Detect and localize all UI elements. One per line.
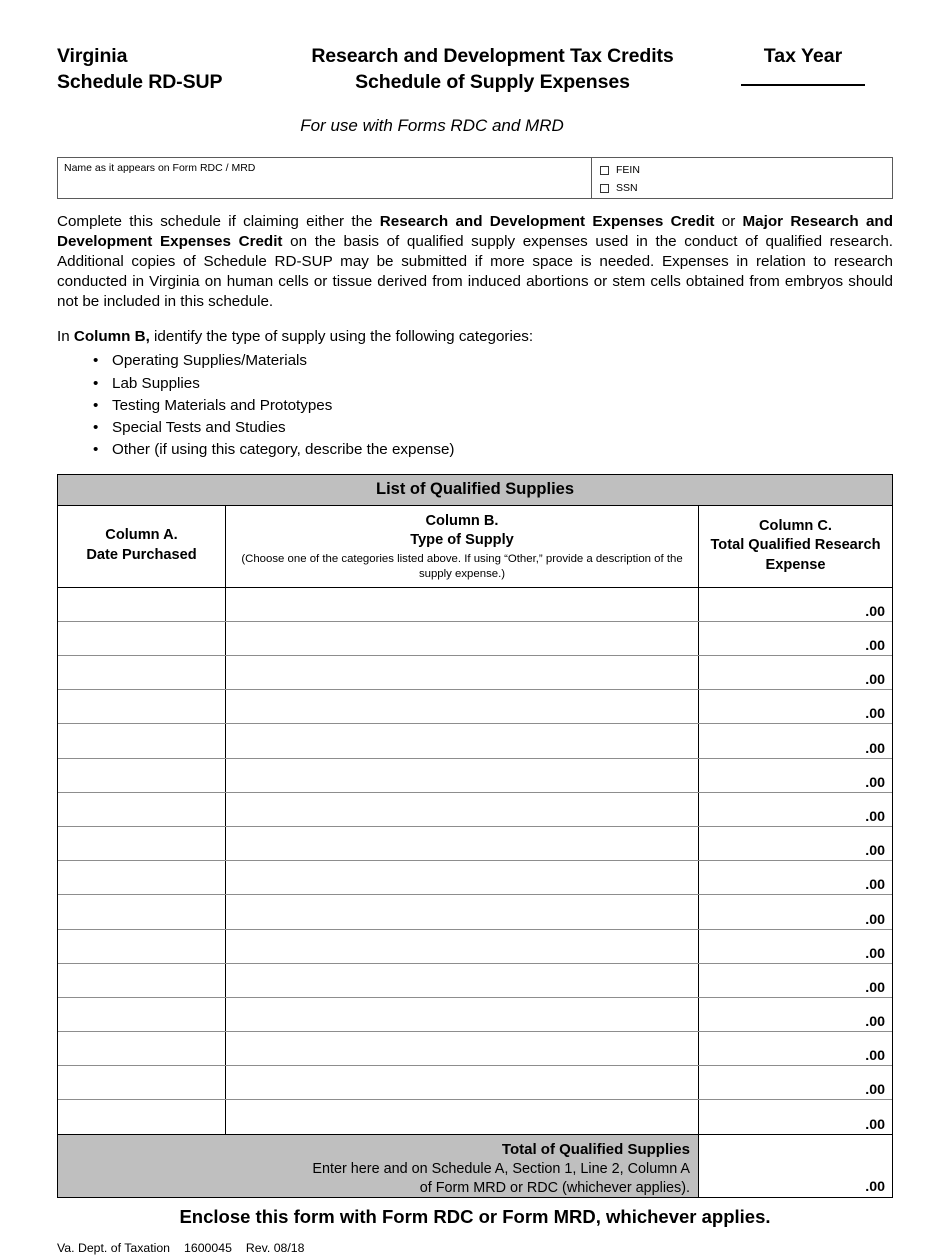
cents-suffix: .00 xyxy=(865,774,885,791)
total-label-line1: Total of Qualified Supplies xyxy=(501,1140,690,1158)
cents-suffix: .00 xyxy=(865,1082,885,1099)
table-row xyxy=(58,759,892,793)
expense-amount-input[interactable] xyxy=(699,1032,892,1065)
expense-amount-input[interactable] xyxy=(699,895,892,928)
expense-amount-input[interactable] xyxy=(699,998,892,1031)
column-a-header xyxy=(58,506,226,587)
bullet-icon: • xyxy=(93,418,99,436)
tax-year-input-line[interactable] xyxy=(741,84,865,86)
table-row xyxy=(58,690,892,724)
table-row xyxy=(58,895,892,929)
total-value-cell[interactable] xyxy=(699,1135,892,1197)
supply-category-label: Other (if using this category, describe the expense) xyxy=(112,440,455,458)
type-of-supply-input[interactable] xyxy=(226,861,699,894)
expense-amount-input[interactable] xyxy=(699,622,892,655)
table-body xyxy=(58,588,892,1134)
expense-amount-input[interactable] xyxy=(699,690,892,723)
fein-checkbox[interactable] xyxy=(600,166,609,175)
expense-amount-input[interactable] xyxy=(699,724,892,757)
column-b-instr-text-1: In xyxy=(57,327,74,345)
table-row xyxy=(58,1100,892,1133)
fein-option[interactable] xyxy=(600,161,892,179)
column-b-instruction xyxy=(57,327,893,347)
tax-year-label: Tax Year xyxy=(763,45,843,67)
instructions-paragraph xyxy=(57,212,893,312)
instr-text-3: on the basis of qualified supply expenses used in the conduct of qualified research. Additional copies of Schedule RD-SUP may be submitted if more space is needed. Expenses in relation to research conducted in Virginia on human cells or tissue derived from induced abortions or stem cells obtained from embryos should not be included in this schedule. xyxy=(57,232,893,310)
form-subtitle: For use with Forms RDC and MRD xyxy=(300,116,564,135)
instr-bold-1: Research and Development Expenses Credit xyxy=(379,213,715,230)
table-column-headers xyxy=(58,506,892,588)
type-of-supply-input[interactable] xyxy=(226,622,699,655)
type-of-supply-input[interactable] xyxy=(226,1032,699,1065)
table-row xyxy=(58,861,892,895)
cents-suffix: .00 xyxy=(865,979,885,996)
total-cents-suffix: .00 xyxy=(865,1178,885,1195)
name-field[interactable] xyxy=(58,158,591,198)
type-of-supply-input[interactable] xyxy=(226,656,699,689)
form-footer xyxy=(57,1241,893,1255)
table-row xyxy=(58,964,892,998)
expense-amount-input[interactable] xyxy=(699,827,892,860)
table-row xyxy=(58,998,892,1032)
type-of-supply-input[interactable] xyxy=(226,759,699,792)
expense-amount-input[interactable] xyxy=(699,793,892,826)
date-purchased-input[interactable] xyxy=(58,1100,226,1133)
total-row xyxy=(58,1134,892,1197)
cents-suffix: .00 xyxy=(865,603,885,620)
cents-suffix: .00 xyxy=(865,808,885,825)
table-row xyxy=(58,656,892,690)
page-title-line1: Research and Development Tax Credits xyxy=(311,45,674,67)
date-purchased-input[interactable] xyxy=(58,588,226,621)
ssn-checkbox[interactable] xyxy=(600,184,609,193)
instr-text-1: Complete this schedule if claiming either the xyxy=(57,213,380,230)
type-of-supply-input[interactable] xyxy=(226,588,699,621)
instr-text-2: or xyxy=(714,213,743,230)
total-label-line2: Enter here and on Schedule A, Section 1, Line 2, Column A xyxy=(312,1160,690,1177)
supply-category-item xyxy=(57,439,893,461)
agency-name: Virginia xyxy=(57,45,128,67)
date-purchased-input[interactable] xyxy=(58,827,226,860)
table-row xyxy=(58,930,892,964)
supply-category-label: Lab Supplies xyxy=(112,374,200,392)
type-of-supply-input[interactable] xyxy=(226,1066,699,1099)
table-title: List of Qualified Supplies xyxy=(58,475,892,506)
expense-amount-input[interactable] xyxy=(699,861,892,894)
column-b-instr-bold: Column B, xyxy=(73,327,150,345)
footer-form-number: 1600045 xyxy=(184,1240,232,1255)
expense-amount-input[interactable] xyxy=(699,588,892,621)
supply-category-item xyxy=(57,417,893,439)
table-row xyxy=(58,1032,892,1066)
name-identification-box xyxy=(57,157,893,199)
expense-amount-input[interactable] xyxy=(699,930,892,963)
type-of-supply-input[interactable] xyxy=(226,793,699,826)
ssn-label: SSN xyxy=(616,182,638,194)
cents-suffix: .00 xyxy=(865,911,885,928)
column-c-subtitle: Total Qualified Research xyxy=(710,537,881,554)
date-purchased-input[interactable] xyxy=(58,622,226,655)
supply-category-label: Operating Supplies/Materials xyxy=(112,352,308,370)
date-purchased-input[interactable] xyxy=(58,861,226,894)
expense-amount-input[interactable] xyxy=(699,1066,892,1099)
date-purchased-input[interactable] xyxy=(58,724,226,757)
footer-agency: Va. Dept. of Taxation xyxy=(57,1240,171,1255)
type-of-supply-input[interactable] xyxy=(226,930,699,963)
bullet-icon: • xyxy=(93,352,99,370)
column-a-subtitle: Date Purchased xyxy=(86,547,197,564)
column-b-subtitle: Type of Supply xyxy=(410,532,514,549)
qualified-supplies-table xyxy=(57,474,893,1198)
bullet-icon: • xyxy=(93,374,99,392)
cents-suffix: .00 xyxy=(865,1116,885,1133)
table-row xyxy=(58,724,892,758)
supply-category-list xyxy=(57,350,893,460)
total-label-line3: of Form MRD or RDC (whichever applies). xyxy=(419,1180,690,1197)
column-c-title: Column C. xyxy=(759,517,832,534)
type-of-supply-input[interactable] xyxy=(226,1100,699,1133)
page-title xyxy=(272,44,713,95)
date-purchased-input[interactable] xyxy=(58,998,226,1031)
id-type-group xyxy=(591,158,892,198)
total-label xyxy=(58,1135,699,1197)
column-b-header xyxy=(226,506,699,587)
footer-revision: Rev. 08/18 xyxy=(245,1240,305,1255)
column-c-header xyxy=(699,506,892,587)
enclose-note: Enclose this form with Form RDC or Form MRD, whichever applies. xyxy=(179,1205,771,1227)
supply-category-label: Special Tests and Studies xyxy=(112,418,286,436)
bullet-icon: • xyxy=(93,440,99,458)
date-purchased-input[interactable] xyxy=(58,793,226,826)
instr-bold-2: Major Research and Development Expenses Credit xyxy=(57,213,893,250)
agency-identifier xyxy=(57,44,272,95)
expense-amount-input[interactable] xyxy=(699,656,892,689)
table-row xyxy=(58,827,892,861)
table-row xyxy=(58,588,892,622)
supply-category-item xyxy=(57,373,893,395)
date-purchased-input[interactable] xyxy=(58,964,226,997)
column-a-title: Column A. xyxy=(105,527,178,544)
form-header xyxy=(57,0,893,106)
fein-label: FEIN xyxy=(616,164,640,176)
date-purchased-input[interactable] xyxy=(58,895,226,928)
type-of-supply-input[interactable] xyxy=(226,724,699,757)
supply-category-item xyxy=(57,350,893,372)
date-purchased-input[interactable] xyxy=(58,1066,226,1099)
column-b-description: (Choose one of the categories listed above. If using “Other,” provide a description of the supply expense.) xyxy=(241,553,683,581)
table-row xyxy=(58,622,892,656)
cents-suffix: .00 xyxy=(865,877,885,894)
cents-suffix: .00 xyxy=(865,740,885,757)
date-purchased-input[interactable] xyxy=(58,759,226,792)
expense-amount-input[interactable] xyxy=(699,964,892,997)
cents-suffix: .00 xyxy=(865,843,885,860)
page-title-line2: Schedule of Supply Expenses xyxy=(355,70,630,93)
table-row xyxy=(58,793,892,827)
date-purchased-input[interactable] xyxy=(58,1032,226,1065)
date-purchased-input[interactable] xyxy=(58,656,226,689)
cents-suffix: .00 xyxy=(865,1048,885,1065)
type-of-supply-input[interactable] xyxy=(226,895,699,928)
schedule-name: Schedule RD-SUP xyxy=(57,70,223,93)
column-b-title: Column B. xyxy=(425,512,499,529)
date-purchased-input[interactable] xyxy=(58,930,226,963)
expense-amount-input[interactable] xyxy=(699,1100,892,1133)
type-of-supply-input[interactable] xyxy=(226,998,699,1031)
supply-category-item xyxy=(57,395,893,417)
type-of-supply-input[interactable] xyxy=(226,964,699,997)
type-of-supply-input[interactable] xyxy=(226,690,699,723)
tax-year-block xyxy=(713,44,893,86)
expense-amount-input[interactable] xyxy=(699,759,892,792)
column-c-subtitle-2: Expense xyxy=(765,556,826,573)
cents-suffix: .00 xyxy=(865,945,885,962)
cents-suffix: .00 xyxy=(865,638,885,654)
type-of-supply-input[interactable] xyxy=(226,827,699,860)
cents-suffix: .00 xyxy=(865,672,885,689)
column-b-instr-text-2: identify the type of supply using the following categories: xyxy=(149,327,534,345)
ssn-option[interactable] xyxy=(600,179,892,197)
name-field-label: Name as it appears on Form RDC / MRD xyxy=(64,162,256,174)
cents-suffix: .00 xyxy=(865,706,885,723)
table-row xyxy=(58,1066,892,1100)
cents-suffix: .00 xyxy=(865,1014,885,1031)
supply-category-label: Testing Materials and Prototypes xyxy=(112,396,333,414)
date-purchased-input[interactable] xyxy=(58,690,226,723)
bullet-icon: • xyxy=(93,396,99,414)
